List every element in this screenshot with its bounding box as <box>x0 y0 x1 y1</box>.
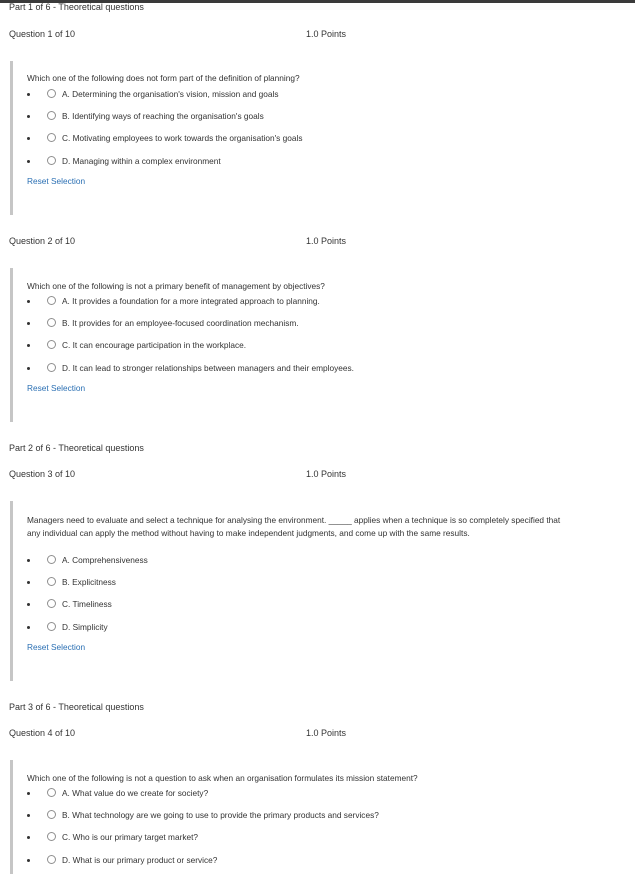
bullet <box>27 836 30 839</box>
option-label[interactable]: D. It can lead to stronger relationships between managers and their employees. <box>62 363 354 373</box>
radio-button[interactable] <box>47 318 56 327</box>
question-1-header <box>9 29 349 39</box>
question-points: 1.0 Points <box>306 29 347 39</box>
question-4-text: Which one of the following is not a question to ask when an organisation formulates its mission statement? <box>27 773 418 783</box>
bullet <box>27 115 30 118</box>
bullet <box>27 626 30 629</box>
option-label[interactable]: C. It can encourage participation in the workplace. <box>62 340 247 350</box>
question-number: Question 2 of 10 <box>9 236 76 246</box>
radio-button[interactable] <box>47 555 56 564</box>
radio-button[interactable] <box>47 577 56 586</box>
bullet <box>27 792 30 795</box>
radio-button[interactable] <box>47 363 56 372</box>
bullet <box>27 137 30 140</box>
bullet <box>27 93 30 96</box>
question-1-box <box>10 61 633 215</box>
option-label[interactable]: C. Who is our primary target market? <box>62 832 199 842</box>
bullet <box>27 344 30 347</box>
bullet <box>27 814 30 817</box>
question-3-text: Managers need to evaluate and select a technique for analysing the environment. _____ applies when a technique is so completely specified that any individual can apply the method without having to make independent judgments, and come up with the same results. <box>27 515 561 538</box>
question-2-header <box>9 236 349 246</box>
question-number: Question 3 of 10 <box>9 469 76 479</box>
radio-button[interactable] <box>47 156 56 165</box>
radio-button[interactable] <box>47 133 56 142</box>
radio-button[interactable] <box>47 788 56 797</box>
radio-button[interactable] <box>47 89 56 98</box>
option-label[interactable]: D. What is our primary product or service? <box>62 855 218 865</box>
option-label[interactable]: D. Simplicity <box>62 622 108 632</box>
bullet <box>27 367 30 370</box>
bullet <box>27 160 30 163</box>
option-label[interactable]: A. Comprehensiveness <box>62 555 148 565</box>
question-3-header <box>9 469 349 479</box>
question-points: 1.0 Points <box>306 469 347 479</box>
question-4-box <box>10 760 633 874</box>
bullet <box>27 859 30 862</box>
radio-button[interactable] <box>47 855 56 864</box>
option-label[interactable]: C. Motivating employees to work towards the organisation's goals <box>62 133 303 143</box>
radio-button[interactable] <box>47 599 56 608</box>
reset-selection-link[interactable]: Reset Selection <box>27 176 86 186</box>
part-3-header: Part 3 of 6 - Theoretical questions <box>9 702 144 712</box>
part-2-header: Part 2 of 6 - Theoretical questions <box>9 443 144 453</box>
reset-selection-link[interactable]: Reset Selection <box>27 642 86 652</box>
bullet <box>27 559 30 562</box>
option-label[interactable]: D. Managing within a complex environment <box>62 156 221 166</box>
option-label[interactable]: B. What technology are we going to use to provide the primary products and services? <box>62 810 379 820</box>
bullet <box>27 322 30 325</box>
question-1-text: Which one of the following does not form part of the definition of planning? <box>27 73 300 83</box>
question-4-header <box>9 728 349 738</box>
radio-button[interactable] <box>47 810 56 819</box>
question-3-box <box>10 501 633 681</box>
radio-button[interactable] <box>47 340 56 349</box>
bullet <box>27 300 30 303</box>
option-label[interactable]: C. Timeliness <box>62 599 112 609</box>
bullet <box>27 603 30 606</box>
radio-button[interactable] <box>47 832 56 841</box>
question-points: 1.0 Points <box>306 236 347 246</box>
bullet <box>27 581 30 584</box>
radio-button[interactable] <box>47 622 56 631</box>
question-points: 1.0 Points <box>306 728 347 738</box>
radio-button[interactable] <box>47 111 56 120</box>
question-number: Question 4 of 10 <box>9 728 76 738</box>
radio-button[interactable] <box>47 296 56 305</box>
option-label[interactable]: B. Explicitness <box>62 577 116 587</box>
part-1-header: Part 1 of 6 - Theoretical questions <box>9 2 144 12</box>
option-label[interactable]: A. What value do we create for society? <box>62 788 209 798</box>
question-2-text: Which one of the following is not a primary benefit of management by objectives? <box>27 281 325 291</box>
option-label[interactable]: B. It provides for an employee-focused coordination mechanism. <box>62 318 299 328</box>
option-label[interactable]: B. Identifying ways of reaching the organisation's goals <box>62 111 264 121</box>
question-2-box <box>10 268 633 422</box>
option-label[interactable]: A. It provides a foundation for a more integrated approach to planning. <box>62 296 320 306</box>
option-label[interactable]: A. Determining the organisation's vision, mission and goals <box>62 89 279 99</box>
question-number: Question 1 of 10 <box>9 29 76 39</box>
reset-selection-link[interactable]: Reset Selection <box>27 383 86 393</box>
